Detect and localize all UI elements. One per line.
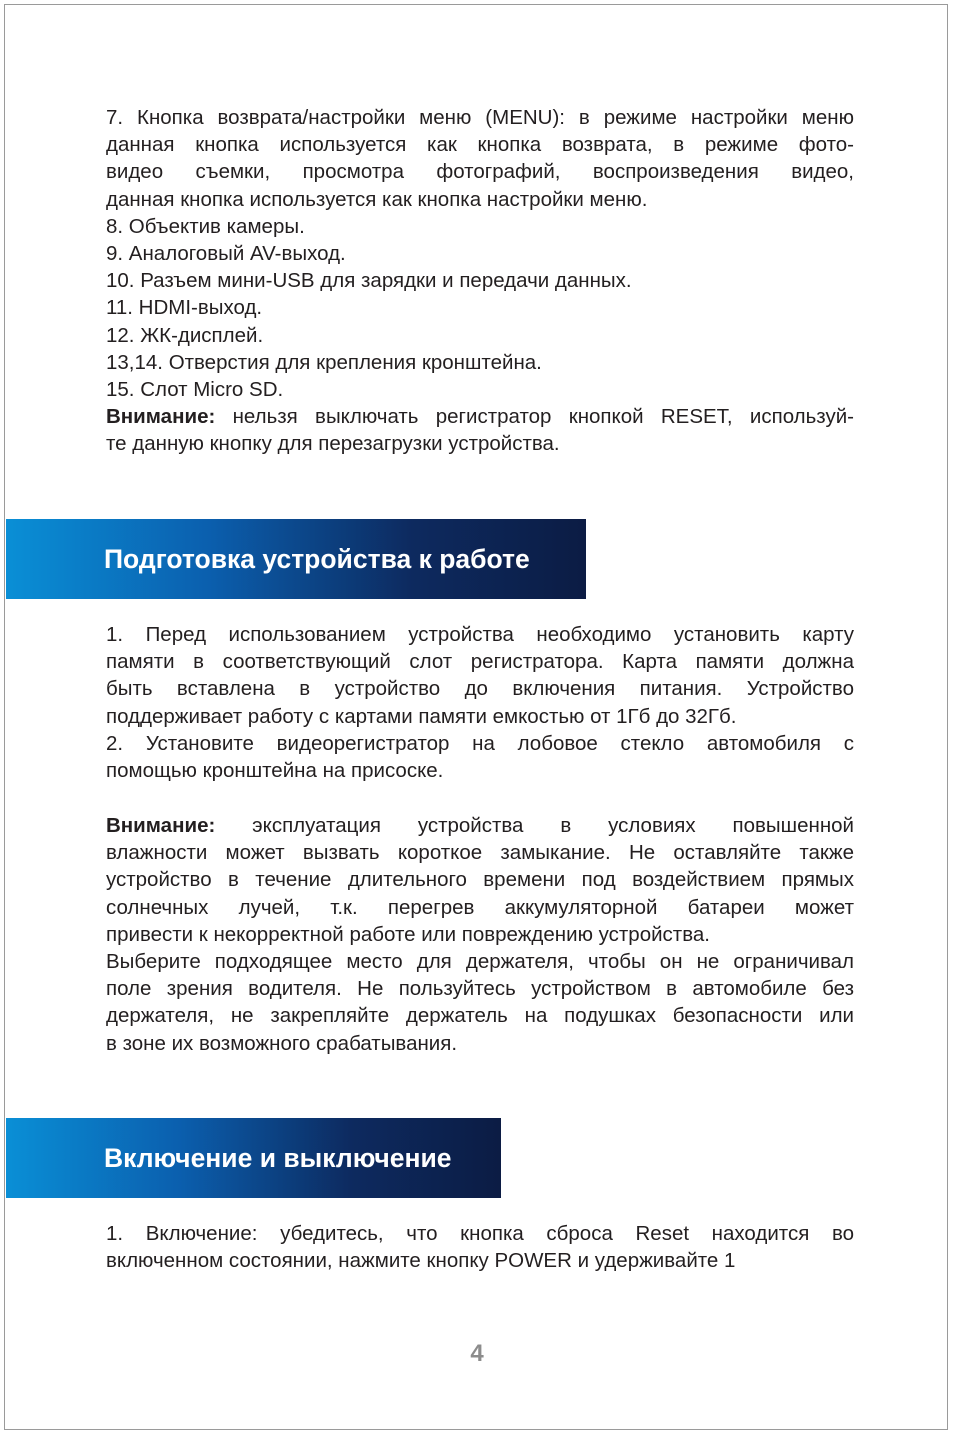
prep-step-2-line-2: помощью кронштейна на присоске. bbox=[106, 759, 444, 783]
holder-line-3: держателя, не закрепляйте держатель на подушках безопасности или bbox=[106, 1004, 854, 1028]
holder-line-1: Выберите подходящее место для держателя, чтобы он не ограничивал bbox=[106, 950, 854, 974]
prep-step-1-line-4: поддерживает работу с картами памяти емкостью от 1Гб до 32Гб. bbox=[106, 704, 737, 728]
prep-warning-line-4: солнечных лучей, т.к. перегрев аккумуляторной батареи может bbox=[106, 895, 854, 919]
reset-warning-label: Внимание: bbox=[106, 405, 216, 429]
holder-line-2: поле зрения водителя. Не пользуйтесь устройством в автомобиле без bbox=[106, 977, 854, 1001]
list-item-10: 10. Разъем мини-USB для зарядки и передачи данных. bbox=[106, 269, 632, 293]
preparation-warning bbox=[106, 812, 854, 1057]
prep-step-1-line-3: быть вставлена в устройство до включения питания. Устройство bbox=[106, 677, 854, 701]
preparation-steps bbox=[106, 621, 854, 784]
reset-warning-line-2: те данную кнопку для перезагрузки устройства. bbox=[106, 432, 560, 456]
list-item-9: 9. Аналоговый AV-выход. bbox=[106, 242, 346, 266]
list-item-7-line-4: данная кнопка используется как кнопка настройки меню. bbox=[106, 187, 648, 211]
power-steps bbox=[106, 1220, 854, 1274]
list-item-7-line-1: 7. Кнопка возврата/настройки меню (MENU): в режиме настройки меню bbox=[106, 106, 854, 129]
prep-step-1-line-1: 1. Перед использованием устройства необходимо установить карту bbox=[106, 623, 854, 646]
prep-step-2-line-1: 2. Установите видеорегистратор на лобовое стекло автомобиля с bbox=[106, 731, 854, 755]
section-title-preparation: Подготовка устройства к работе bbox=[104, 544, 530, 574]
prep-warning-line-5: привести к некорректной работе или повреждению устройства. bbox=[106, 922, 710, 946]
power-step-1-line-1: 1. Включение: убедитесь, что кнопка сброса Reset находится во bbox=[106, 1222, 854, 1245]
list-item-8: 8. Объектив камеры. bbox=[106, 214, 305, 238]
prep-warning-line-3: устройство в течение длительного времени под воздействием прямых bbox=[106, 868, 854, 892]
prep-warning-line-2: влажности может вызвать короткое замыкание. Не оставляйте также bbox=[106, 841, 854, 865]
reset-warning-text: нельзя выключать регистратор кнопкой RESET, используй- bbox=[215, 405, 854, 429]
holder-line-4: в зоне их возможного срабатывания. bbox=[106, 1031, 458, 1055]
section-header-preparation bbox=[6, 519, 586, 599]
list-item-11: 11. HDMI-выход. bbox=[106, 296, 263, 320]
list-item-15: 15. Слот Micro SD. bbox=[106, 378, 284, 402]
list-item-13-14: 13,14. Отверстия для крепления кронштейна. bbox=[106, 350, 542, 374]
prep-warning-text: эксплуатация устройства в условиях повышенной bbox=[215, 814, 854, 837]
list-item-7-line-2: данная кнопка используется как кнопка возврата, в режиме фото- bbox=[106, 133, 854, 157]
page-number: 4 bbox=[470, 1340, 484, 1367]
prep-step-1-line-2: памяти в соответствующий слот регистратора. Карта памяти должна bbox=[106, 650, 854, 674]
power-step-1-line-2: включенном состоянии, нажмите кнопку POWER и удерживайте 1 bbox=[106, 1249, 736, 1273]
section-title-power: Включение и выключение bbox=[104, 1143, 452, 1173]
feature-list bbox=[106, 104, 854, 458]
reset-warning-line-1 bbox=[106, 403, 854, 430]
list-item-12: 12. ЖК-дисплей. bbox=[106, 323, 264, 347]
list-item-7-line-3: видео съемки, просмотра фотографий, воспроизведения видео, bbox=[106, 160, 854, 184]
prep-warning-label: Внимание: bbox=[106, 814, 216, 837]
section-header-power bbox=[6, 1118, 501, 1198]
prep-warning-line-1 bbox=[106, 812, 854, 839]
